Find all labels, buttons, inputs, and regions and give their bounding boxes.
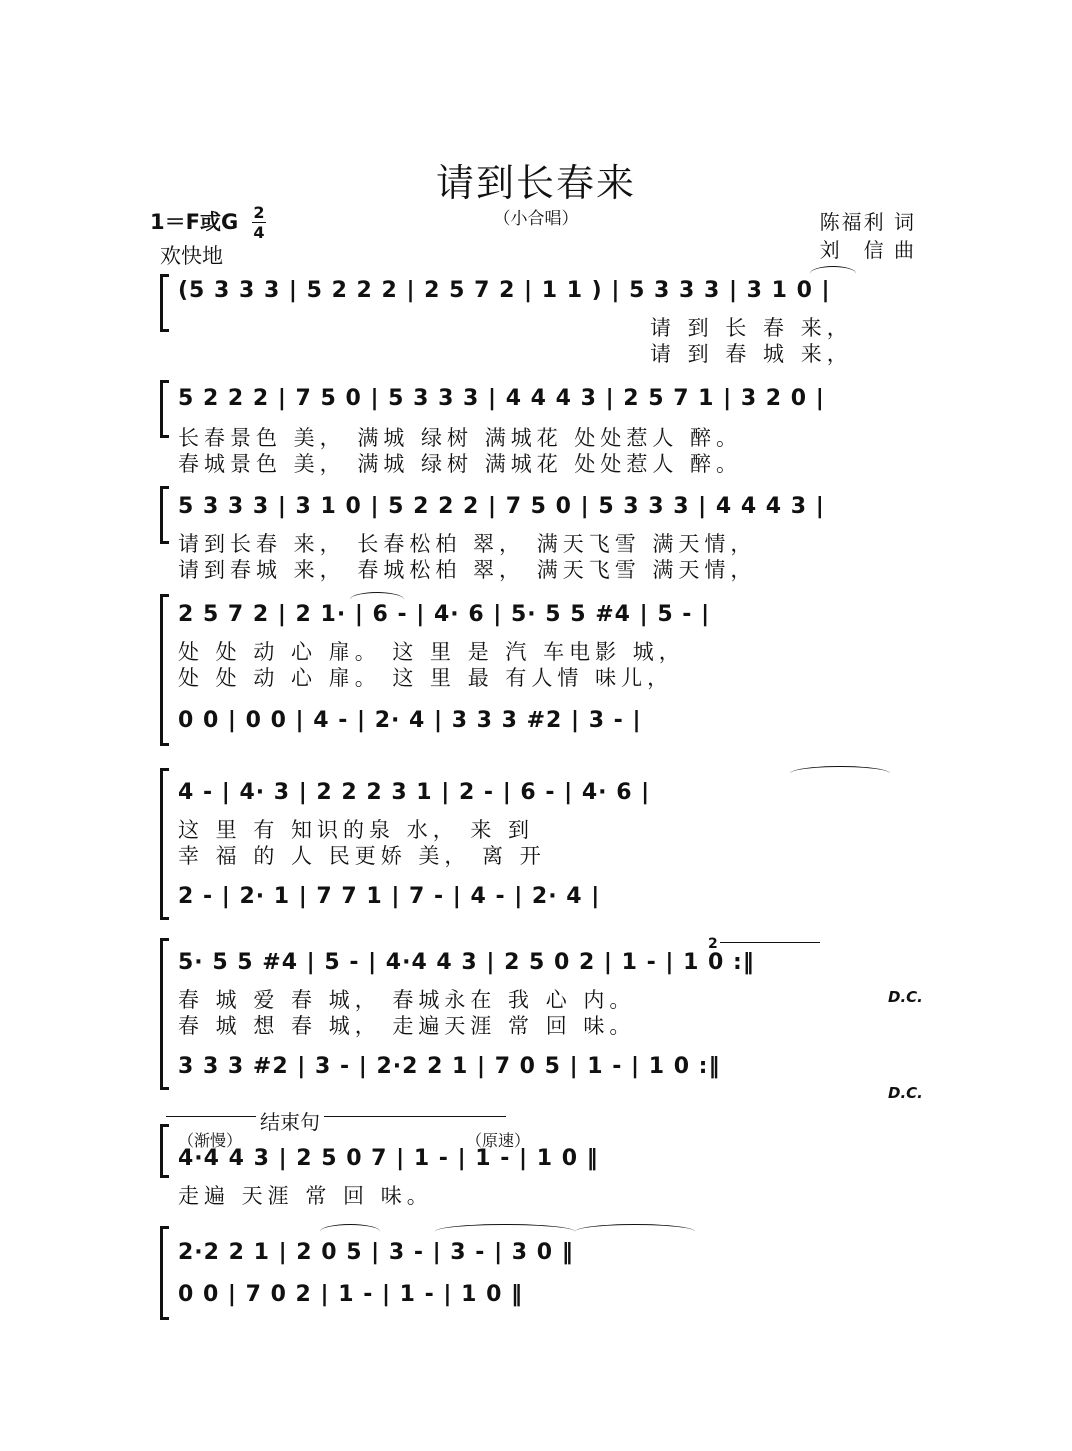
page-title: 请到长春来 [435,161,636,205]
harmony-line: 3 3 3 #2 | 3 - | 2·2 2 1 | 7 0 5 | 1 - | 1 0 :‖ [178,1054,721,1079]
melody-line: 4·4 4 3 | 2 5 0 7 | 1 - | 1 - | 1 0 ‖ [178,1146,599,1171]
composer-credit: 刘 信 曲 [819,238,916,262]
lyric-verse-2: 请 到 春 城 来， [650,342,853,366]
volta-number: 2 [708,936,718,952]
melody-line: 4 - | 4· 3 | 2 2 2 3 1 | 2 - | 6 - | 4· 6 | [178,780,651,805]
lyric-verse-2: 幸 福 的 人 民更娇 美， 离 开 [178,844,546,868]
harmony-line: 2 - | 2· 1 | 7 7 1 | 7 - | 4 - | 2· 4 | [178,884,601,909]
harmony-line: 0 0 | 0 0 | 4 - | 2· 4 | 3 3 3 #2 | 3 - | [178,708,642,733]
lyric-verse-1: 请 到 长 春 来， [650,316,853,340]
meter-bottom: 4 [253,223,265,242]
melody-line: 5· 5 5 #4 | 5 - | 4·4 4 3 | 2 5 0 2 | 1 - | 1 0 :‖ [178,950,755,975]
ritardando-marking: （渐慢） [178,1131,243,1150]
a-tempo-marking: （原速） [466,1131,531,1150]
melody-line: 2 5 7 2 | 2 1· | 6 - | 4· 6 | 5· 5 5 #4 | 5 - | [178,602,711,627]
score-system-6 [160,934,923,1102]
melody-line: 5 2 2 2 | 7 5 0 | 5 3 3 3 | 4 4 4 3 | 2 5 7 1 | 3 2 0 | [178,386,825,411]
lyric-verse-1: 长春景色 美， 满城 绿树 满城花 处处惹人 醉。 [178,426,743,450]
lyric-verse-2: 春城景色 美， 满城 绿树 满城花 处处惹人 醉。 [178,452,743,476]
score-system-5 [160,764,920,920]
lyric-verse-2: 请到春城 来， 春城松柏 翠， 满天飞雪 满天情， [178,558,757,582]
lyric-verse-1: 请到长春 来， 长春松柏 翠， 满天飞雪 满天情， [178,532,757,556]
meter-top: 2 [253,203,265,222]
lyric-verse-1: 这 里 有 知识的泉 水， 来 到 [178,818,535,842]
lyric-verse-1: 春 城 爱 春 城， 春城永在 我 心 内。 [178,988,636,1012]
score-system-1 [160,268,920,372]
tempo-marking: 欢快地 [160,244,223,268]
lyric-ending: 走遍 天涯 常 回 味。 [178,1184,433,1208]
subtitle: （小合唱） [493,209,579,229]
score-system-2 [160,376,920,476]
da-capo-mark: D.C. [888,988,923,1006]
upper-part-line: 2·2 2 1 | 2 0 5 | 3 - | 3 - | 3 0 ‖ [178,1240,574,1265]
ending-section-parts [160,1222,920,1318]
key-signature: 1＝F或G [150,210,239,234]
ending-label: 结束句 [256,1106,324,1135]
ending-section [160,1106,920,1208]
da-capo-mark-lower: D.C. [888,1084,923,1102]
melody-line: (5 3 3 3 | 5 2 2 2 | 2 5 7 2 | 1 1 ) | 5 3 3 3 | 3 1 0 | [178,278,831,303]
time-signature [252,204,266,241]
lyric-verse-2: 处 处 动 心 扉。 这 里 最 有人情 味儿， [178,666,674,690]
melody-line: 5 3 3 3 | 3 1 0 | 5 2 2 2 | 7 5 0 | 5 3 3 3 | 4 4 4 3 | [178,494,825,519]
lower-part-line: 0 0 | 7 0 2 | 1 - | 1 - | 1 0 ‖ [178,1282,524,1307]
score-system-3 [160,484,920,584]
lyricist-credit: 陈福利 词 [819,210,916,234]
lyric-verse-2: 春 城 想 春 城， 走遍天涯 常 回 味。 [178,1014,636,1038]
lyric-verse-1: 处 处 动 心 扉。 这 里 是 汽 车电影 城， [178,640,685,664]
score-system-4 [160,590,920,746]
